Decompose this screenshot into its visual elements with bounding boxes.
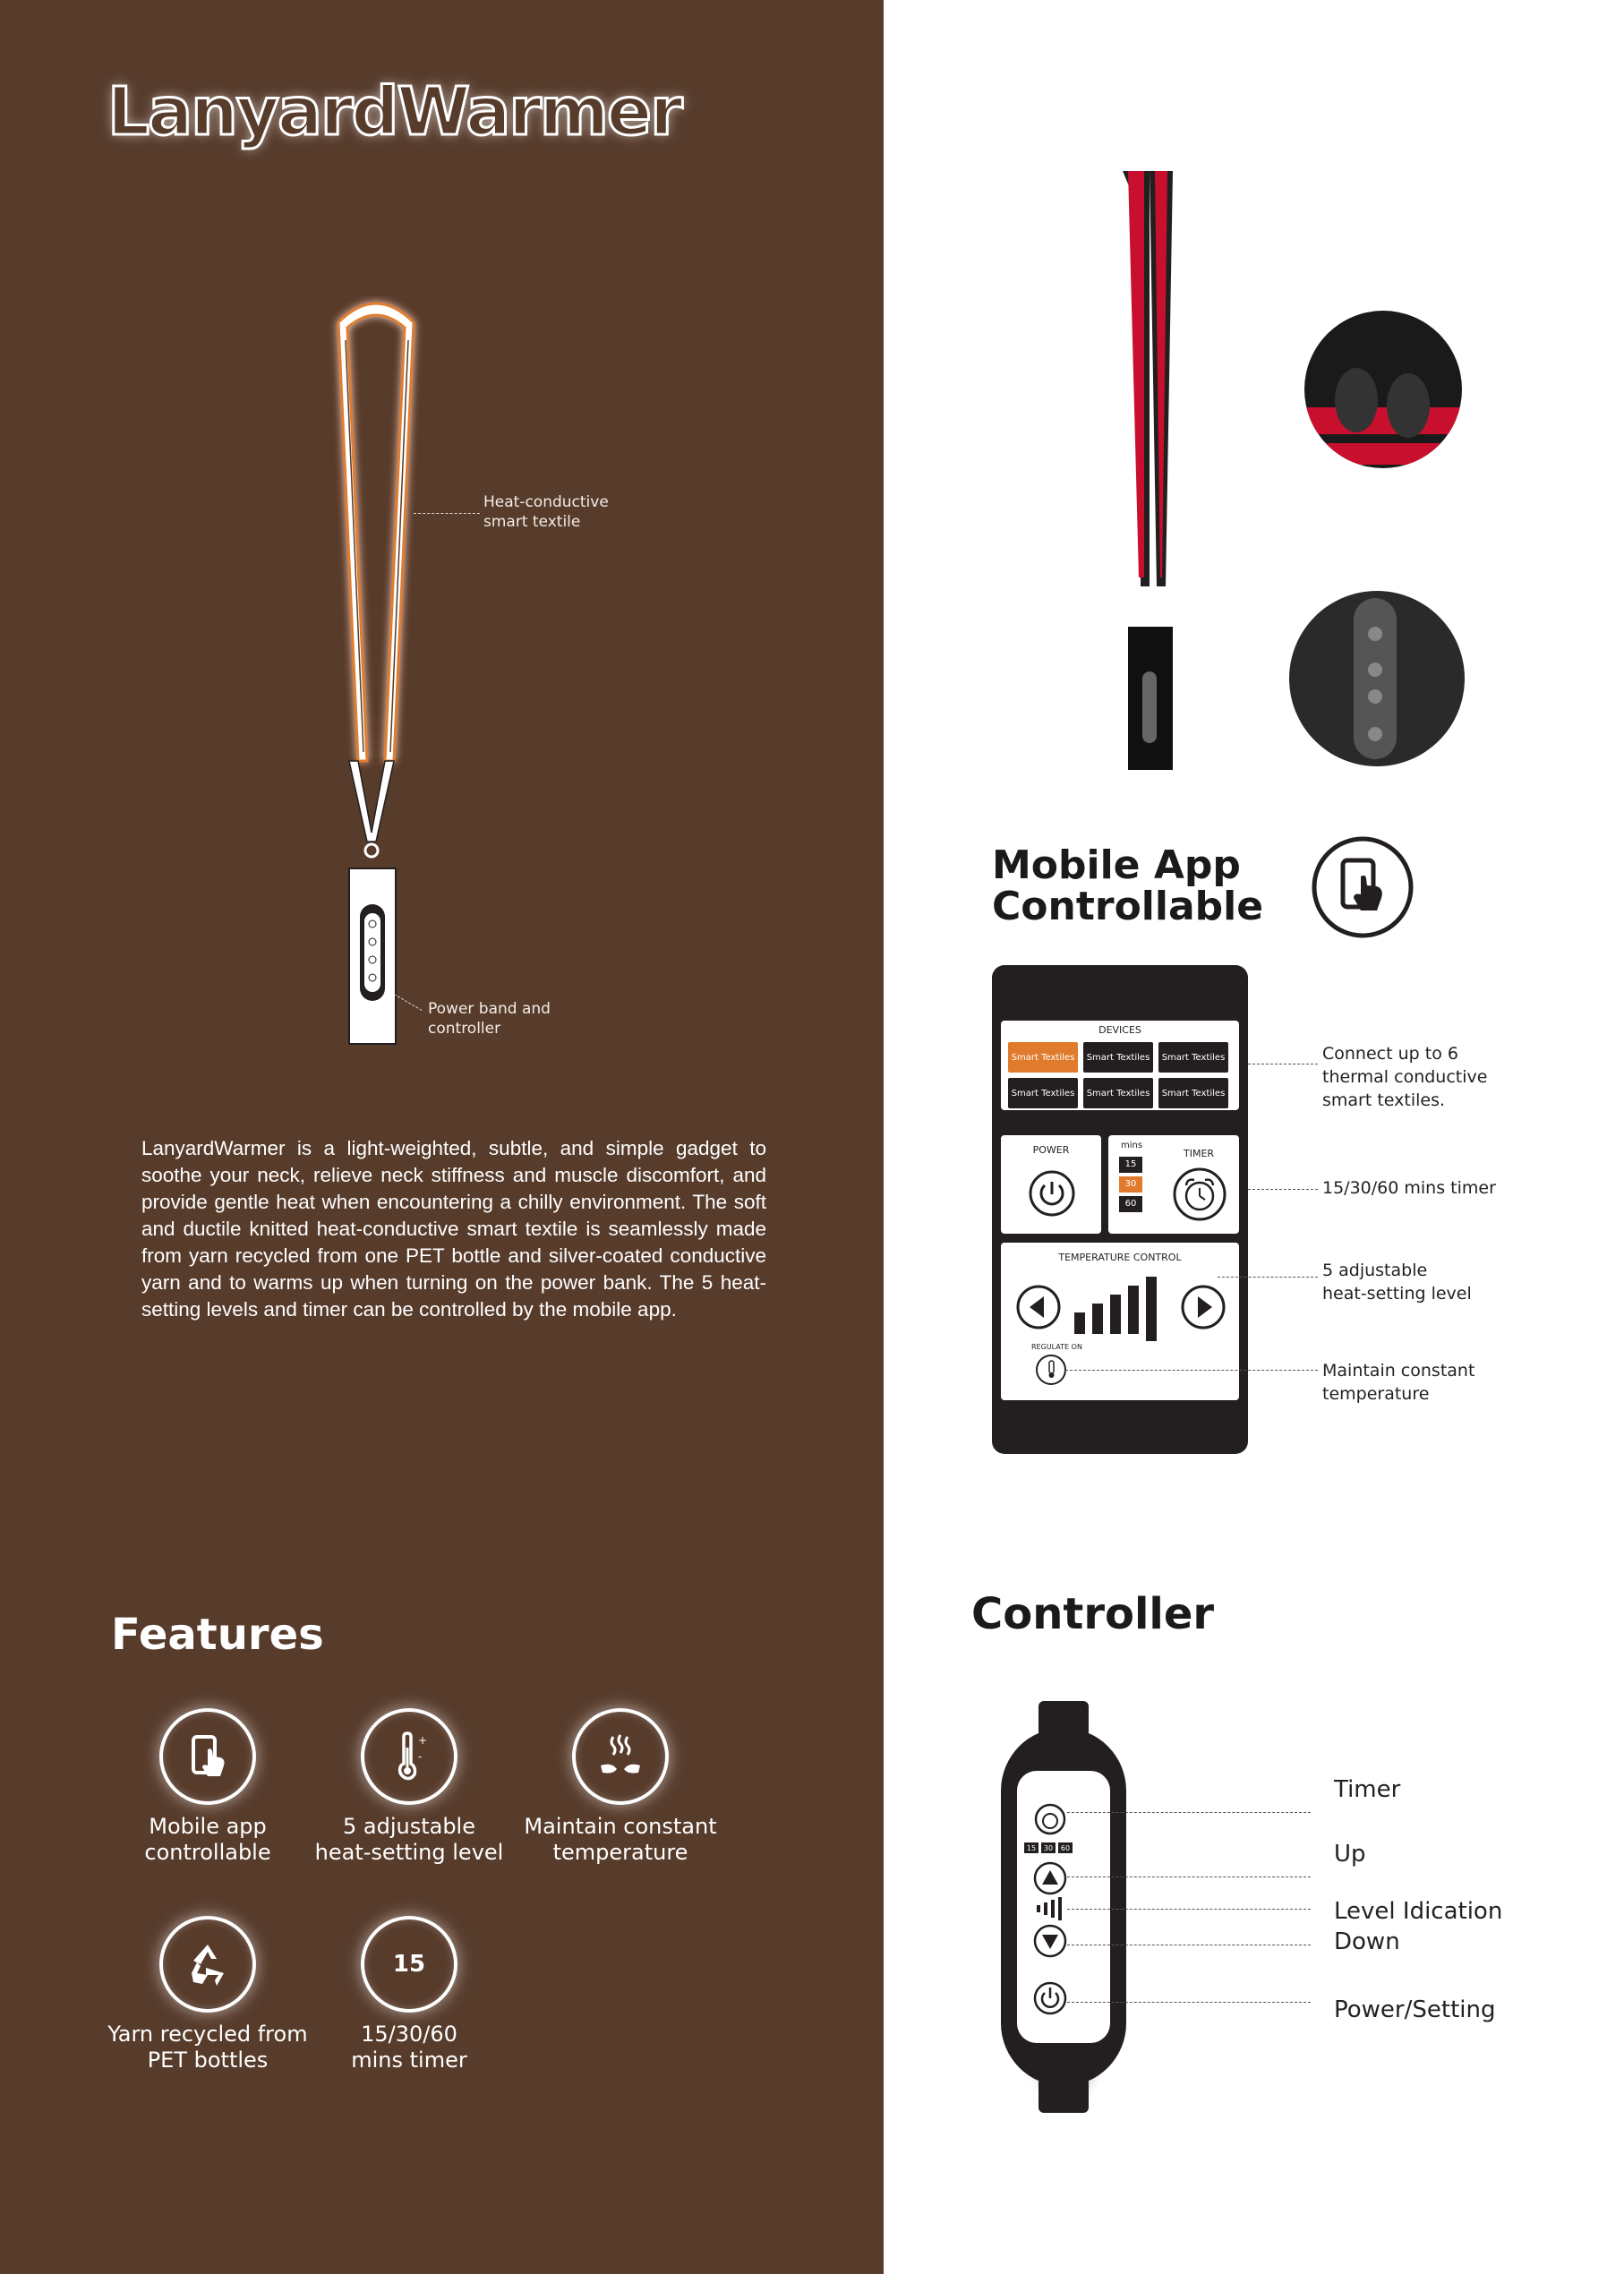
note-timer	[1322, 1176, 1496, 1200]
app-heading	[992, 842, 1264, 929]
feature-timer	[302, 1916, 517, 2073]
temp-control-label: TEMPERATURE CONTROL	[1058, 1252, 1182, 1263]
feature-app-line2: controllable	[144, 1840, 271, 1865]
note-devices-line3: smart textiles.	[1322, 1090, 1446, 1110]
phone-touch-icon	[1311, 835, 1415, 939]
feature-temp-line1: Maintain constant	[524, 1814, 717, 1839]
callout-power-line1: Power band and	[428, 1000, 551, 1018]
callout-textile-line1: Heat-conductive	[483, 493, 609, 511]
product-description: LanyardWarmer is a light-weighted, subtle, and simple gadget to soothe your neck, relieve neck stiffness and muscle discomfort, and provide gentle heat when encountering a chilly environment. The soft and ductile knitted heat-conductive smart textile is seamlessly made from yarn recycled from one PET bottle and silver-coated conductive yarn and to warms up when turning on the power bank. The 5 heat-setting levels and timer can be controlled by the mobile app.	[141, 1137, 766, 1321]
feature-app-line1: Mobile app	[149, 1814, 267, 1839]
controller-chip-15: 15	[1026, 1844, 1037, 1852]
note-regulate	[1322, 1359, 1474, 1406]
note-timer-line1: 15/30/60 mins timer	[1322, 1178, 1496, 1198]
controller-label-timer: Timer	[1334, 1776, 1401, 1803]
regulate-thermometer-icon[interactable]	[1035, 1354, 1067, 1386]
feature-timer-line1: 15/30/60	[361, 2022, 457, 2047]
closeup-connector-photo	[1304, 300, 1462, 479]
power-panel	[1001, 1135, 1101, 1234]
callout-power-line2: controller	[428, 1020, 501, 1038]
device-button[interactable]: Smart Textiles	[1083, 1042, 1153, 1073]
device-button[interactable]: Smart Textiles	[1083, 1078, 1153, 1108]
regulate-label: REGULATE ON	[1031, 1343, 1082, 1351]
alarm-clock-icon[interactable]	[1173, 1167, 1227, 1221]
feature-temp-line2: temperature	[552, 1840, 688, 1865]
feature-heat-line1: 5 adjustable	[342, 1814, 475, 1839]
device-button[interactable]: Smart Textiles	[1158, 1042, 1228, 1073]
heat-waves-icon	[572, 1708, 669, 1805]
controller-line-up	[1067, 1876, 1311, 1877]
left-arrow-icon[interactable]	[1015, 1284, 1062, 1330]
timer-option-selected[interactable]: 30	[1119, 1176, 1142, 1193]
note-levels	[1322, 1259, 1472, 1305]
callout-line-textile	[414, 513, 480, 514]
timer-option[interactable]: 60	[1119, 1196, 1142, 1212]
feature-heat-levels	[302, 1708, 517, 1866]
feature-recycled-line2: PET bottles	[147, 2047, 269, 2073]
power-icon[interactable]	[1028, 1169, 1076, 1218]
power-label: POWER	[1032, 1144, 1070, 1156]
controller-label-power: Power/Setting	[1334, 1996, 1496, 2023]
closeup-controller-photo	[1289, 589, 1465, 768]
app-mockup	[992, 965, 1248, 1454]
controller-line-power	[1067, 2002, 1311, 2003]
controller-heading: Controller	[971, 1589, 1215, 1639]
timer-icon-value: 15	[392, 1951, 426, 1978]
controller-label-level: Level Idication	[1334, 1898, 1503, 1925]
phone-touch-icon	[159, 1708, 256, 1805]
note-regulate-line1: Maintain constant	[1322, 1361, 1475, 1381]
feature-timer-line2: mins timer	[351, 2047, 467, 2073]
right-arrow-icon[interactable]	[1180, 1284, 1227, 1330]
feature-app	[100, 1708, 315, 1866]
thermometer-icon	[361, 1708, 457, 1805]
callout-power	[428, 999, 551, 1039]
devices-title: DEVICES	[1098, 1024, 1141, 1036]
device-button[interactable]: Smart Textiles	[1008, 1078, 1078, 1108]
feature-constant-temp	[513, 1708, 728, 1866]
device-button[interactable]: Smart Textiles	[1158, 1078, 1228, 1108]
lanyard-illustration	[322, 295, 430, 1056]
feature-recycled	[100, 1916, 315, 2073]
timer-panel	[1108, 1135, 1239, 1234]
features-heading: Features	[111, 1610, 324, 1660]
note-regulate-line2: temperature	[1322, 1384, 1430, 1404]
timer-option[interactable]: 15	[1119, 1157, 1142, 1173]
controller-chip-30: 30	[1043, 1844, 1054, 1852]
app-heading-line2: Controllable	[992, 884, 1264, 929]
feature-heat-line2: heat-setting level	[314, 1840, 504, 1865]
timer-label: TIMER	[1184, 1148, 1215, 1159]
devices-grid	[1008, 1042, 1228, 1108]
callout-line-regulate	[1065, 1370, 1318, 1371]
controller-diagram	[1001, 1701, 1126, 2113]
controller-label-down: Down	[1334, 1928, 1400, 1955]
note-devices	[1322, 1042, 1487, 1112]
devices-panel	[1001, 1021, 1239, 1110]
callout-line-levels	[1218, 1277, 1318, 1278]
controller-chip-60: 60	[1060, 1844, 1071, 1852]
mins-label: mins	[1121, 1141, 1143, 1150]
callout-textile-line2: smart textile	[483, 513, 581, 531]
temperature-panel	[1001, 1243, 1239, 1400]
feature-recycled-line1: Yarn recycled from	[107, 2022, 308, 2047]
page-title: LanyardWarmer	[107, 73, 681, 150]
note-levels-line1: 5 adjustable	[1322, 1261, 1428, 1280]
controller-line-level	[1067, 1909, 1311, 1910]
timer-icon	[361, 1916, 457, 2013]
svg-text:+: +	[418, 1734, 428, 1747]
recycle-icon	[159, 1916, 256, 2013]
callout-textile	[483, 492, 609, 532]
callout-line-timer	[1248, 1189, 1318, 1190]
lanyard-photo	[1110, 166, 1200, 774]
level-bars-icon	[1073, 1277, 1166, 1341]
app-heading-line1: Mobile App	[992, 842, 1241, 888]
device-button[interactable]: Smart Textiles	[1008, 1042, 1078, 1073]
controller-label-up: Up	[1334, 1841, 1366, 1868]
note-devices-line2: thermal conductive	[1322, 1067, 1488, 1087]
controller-line-timer	[1067, 1812, 1311, 1813]
svg-text:-: -	[418, 1750, 423, 1763]
note-devices-line1: Connect up to 6	[1322, 1044, 1458, 1064]
note-levels-line2: heat-setting level	[1322, 1284, 1472, 1304]
